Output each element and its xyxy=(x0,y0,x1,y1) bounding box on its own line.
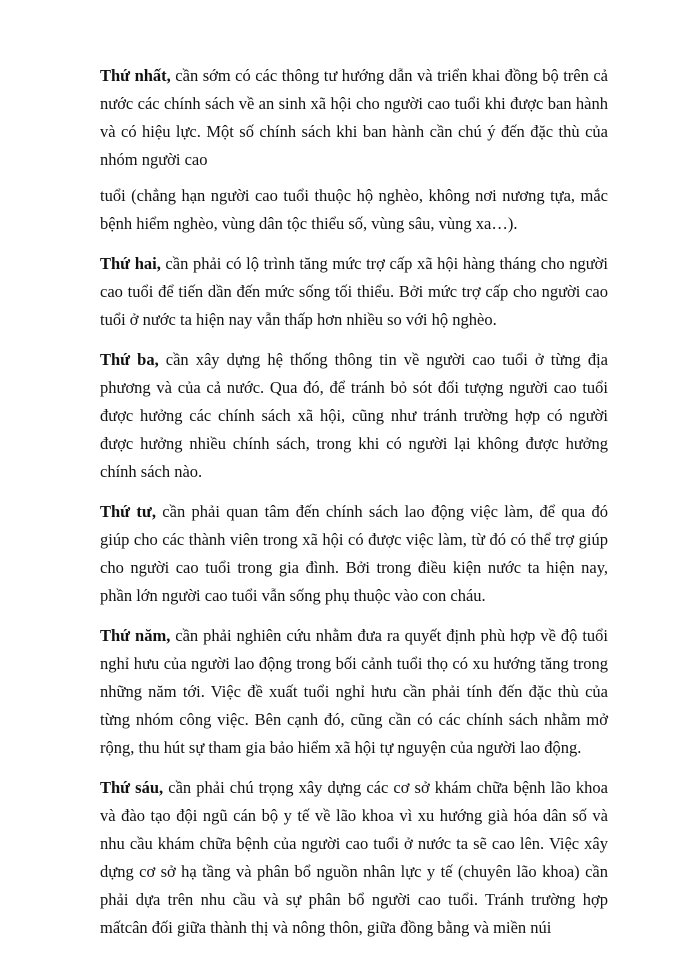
paragraph-lead: Thứ tư, xyxy=(100,502,156,521)
paragraph-lead: Thứ nhất, xyxy=(100,66,171,85)
paragraph-thu-sau xyxy=(100,774,608,942)
paragraph-text: cần xây dựng hệ thống thông tin về người cao tuổi ở từng địa phương và của cả nước. Qua đó, để tránh bỏ sót đối tượng người cao tuổi được hưởng các chính sách xã hội, cũng như tránh trường hợp có người được hưởng nhiều chính sách, trong khi có người lại không được hưởng chính sách nào. xyxy=(100,350,608,481)
paragraph-lead: Thứ sáu, xyxy=(100,778,164,797)
paragraph-thu-nhat-continued xyxy=(100,182,608,238)
paragraph-thu-nhat xyxy=(100,62,608,174)
paragraph-text: tuổi (chẳng hạn người cao tuổi thuộc hộ nghèo, không nơi nương tựa, mắc bệnh hiểm nghèo, vùng dân tộc thiểu số, vùng sâu, vùng xa…). xyxy=(100,186,608,233)
paragraph-text: cần phải chú trọng xây dựng các cơ sở khám chữa bệnh lão khoa và đào tạo đội ngũ cán bộ y tế về lão khoa vì xu hướng già hóa dân số và nhu cầu khám chữa bệnh của người cao tuổi ở nước ta sẽ cao lên. Việc xây dựng cơ sở hạ tầng và phân bổ nguồn nhân lực y tế (chuyên lão khoa) cần phải dựa trên nhu cầu và sự phân bổ người cao tuổi. Tránh trường hợp mấtcân đối giữa thành thị và nông thôn, giữa đồng bằng và miền núi xyxy=(100,778,608,937)
paragraph-text: cần phải quan tâm đến chính sách lao động việc làm, để qua đó giúp cho các thành viên trong xã hội có được việc làm, từ đó có thể trợ giúp cho người cao tuổi trong gia đình. Bởi trong điều kiện nước ta hiện nay, phần lớn người cao tuổi vẫn sống phụ thuộc vào con cháu. xyxy=(100,502,609,605)
paragraph-lead: Thứ năm, xyxy=(100,626,171,645)
paragraph-text: cần phải có lộ trình tăng mức trợ cấp xã hội hàng tháng cho người cao tuổi để tiến dần đến mức sống tối thiểu. Bởi mức trợ cấp cho người cao tuổi ở nước ta hiện nay vẫn thấp hơn nhiều so với hộ nghèo. xyxy=(100,254,608,329)
paragraph-lead: Thứ hai, xyxy=(100,254,161,273)
paragraph-thu-ba xyxy=(100,346,608,486)
paragraph-thu-tu xyxy=(100,498,608,610)
paragraph-thu-nam xyxy=(100,622,608,762)
paragraph-lead: Thứ ba, xyxy=(100,350,159,369)
paragraph-text: cần sớm có các thông tư hướng dẫn và triển khai đồng bộ trên cả nước các chính sách về an sinh xã hội cho người cao tuổi khi được ban hành và có hiệu lực. Một số chính sách khi ban hành cần chú ý đến đặc thù của nhóm người cao xyxy=(100,66,609,169)
paragraph-thu-hai xyxy=(100,250,608,334)
paragraph-text: cần phải nghiên cứu nhằm đưa ra quyết định phù hợp về độ tuổi nghỉ hưu của người lao động trong bối cảnh tuổi thọ có xu hướng tăng trong những năm tới. Việc đề xuất tuổi nghỉ hưu cần phải tính đến đặc thù của từng nhóm công việc. Bên cạnh đó, cũng cần có các chính sách nhằm mở rộng, thu hút sự tham gia bảo hiểm xã hội tự nguyện của người lao động. xyxy=(100,626,608,757)
